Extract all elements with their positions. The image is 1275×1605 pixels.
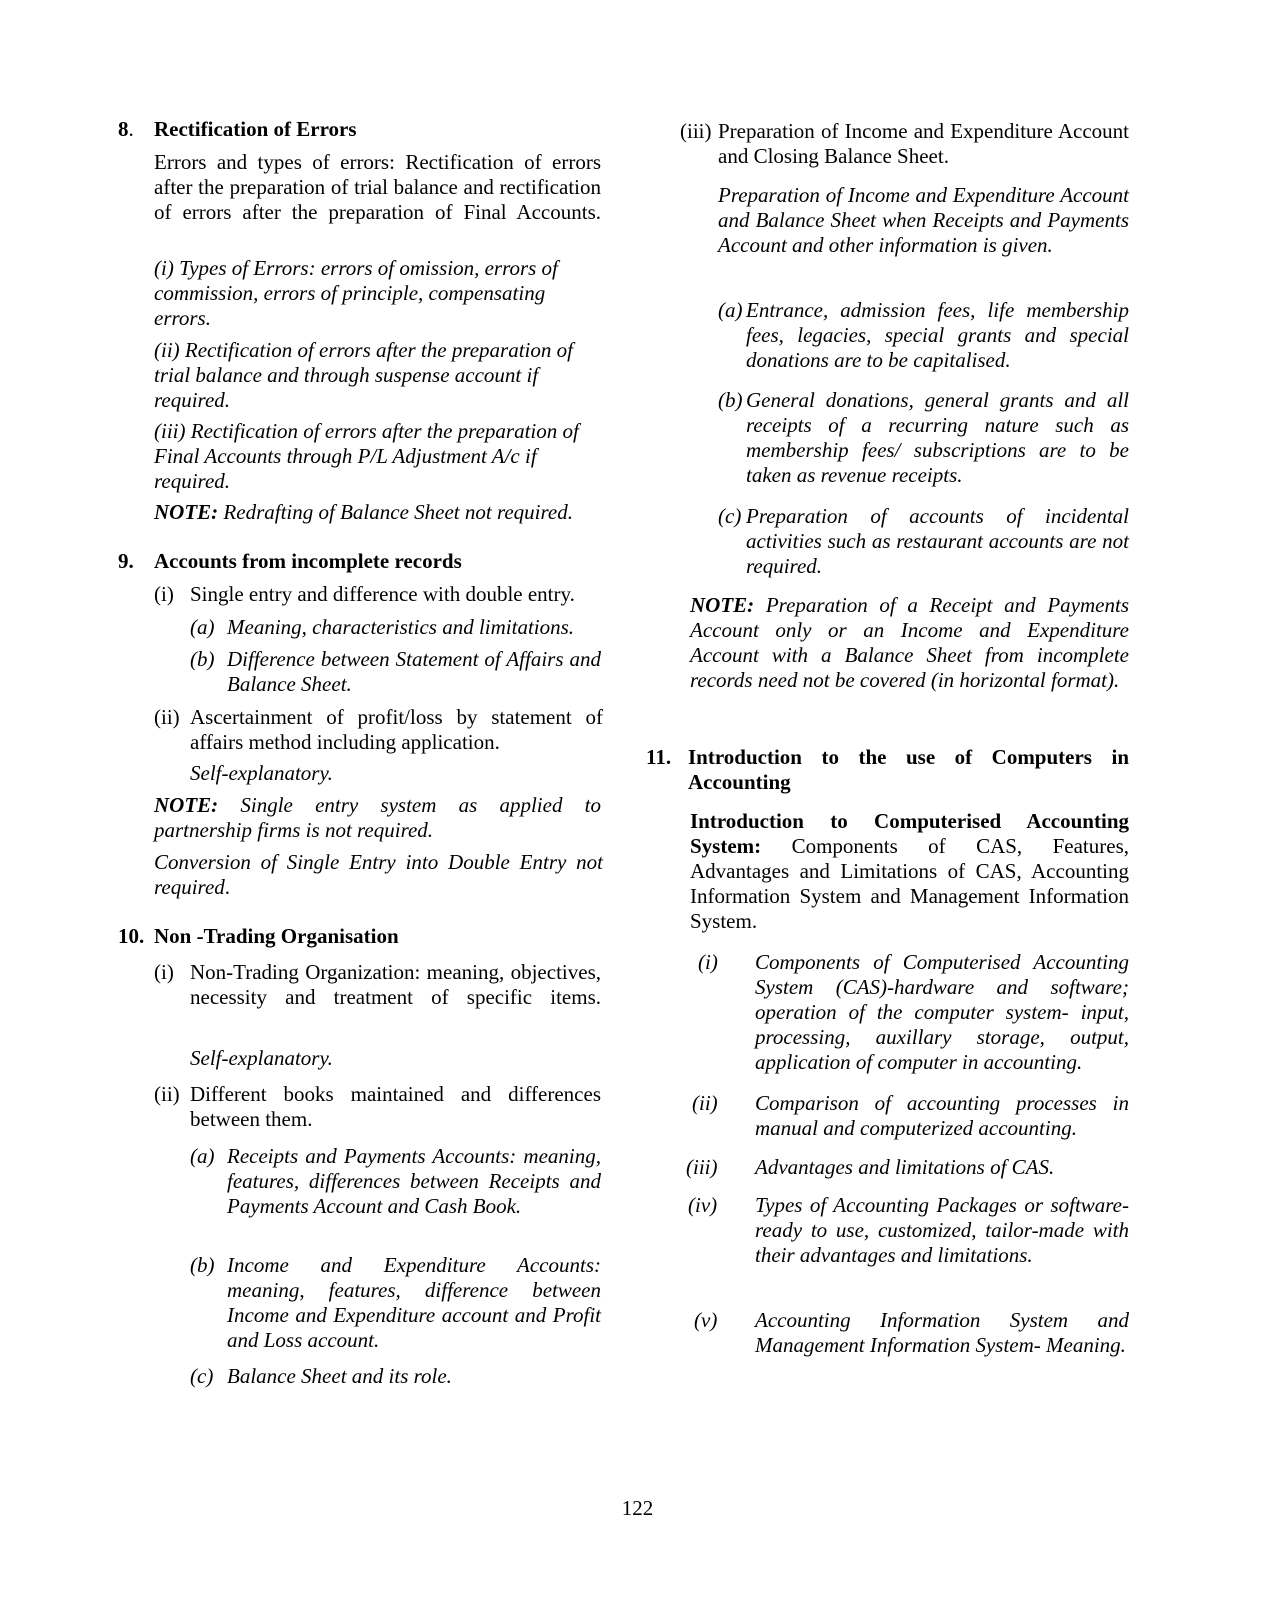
section-8-item-1 [154,256,601,331]
section-8-intro: Errors and types of errors: Rectification of errors after the preparation of trial balance and rectification of errors after the preparation of Final Accounts. [154,150,601,224]
conversion-text: Conversion of Single Entry into Double Entry not required [154,850,603,899]
section-8-note [154,500,614,525]
section-11-item-1-label: (i) [698,950,718,974]
section-10-iii-label: (iii) [680,119,712,143]
section-10-ii-label: (ii) [154,1082,180,1106]
section-11-item-4-label: (iv) [688,1193,718,1217]
section-11-item-1-text: Components of Computerised Accounting System (CAS)-hardware and software; operation of the computer system- input, processing, auxillary storage, output, application of computer in accounting. [755,950,1129,1074]
section-10-c-label: (c) [190,1364,214,1388]
section-8-title: Rectification of Errors [154,117,357,141]
section-10-title: Non -Trading Organisation [154,924,399,948]
section-10-a-text: Receipts and Payments Accounts: meaning, features, differences between Receipts and Payments Account and Cash Book. [227,1144,601,1218]
section-11-item-3-text: Advantages and limitations of CAS. [755,1155,1055,1179]
section-10-iii-description: Preparation of Income and Expenditure Account and Balance Sheet when Receipts and Payments Account and other information is given. [718,183,1129,257]
section-9-note [154,793,601,843]
conversion-dot: . [224,875,231,899]
note-label: NOTE: [690,593,755,617]
section-11-item-5-label: (v) [694,1308,718,1332]
section-10-c-text: Balance Sheet and its role. [227,1364,452,1388]
section-11-title: Introduction to the use of Computers in Accounting [688,745,1129,794]
section-8-number [118,117,134,142]
section-9-number: 9. [118,549,134,573]
section-11-item-3-label: (iii) [686,1155,718,1179]
section-10-self-explanatory: Self-explanatory. [190,1046,333,1070]
section-9-ii-text: Ascertainment of profit/loss by statement of affairs method including application. [190,705,603,754]
page-number: 122 [621,1496,654,1520]
section-9-i-label: (i) [154,582,174,606]
section-9-title: Accounts from incomplete records [154,549,462,573]
intro-text: Components of CAS, Features, Advantages and Limitations of CAS, Accounting Information System and Management Information System. [690,834,1129,933]
section-10-note [690,593,1129,693]
section-9-self-explanatory: Self-explanatory. [190,761,333,785]
item-label: (iii) [154,419,186,443]
note-label: NOTE: [154,793,219,817]
section-10-i-label: (i) [154,960,174,984]
section-8-item-3 [154,419,601,494]
section-10-iii-c-label: (c) [718,504,742,528]
section-11-item-2-text: Comparison of accounting processes in manual and computerized accounting. [755,1091,1129,1140]
section-11-item-2-label: (ii) [692,1091,718,1115]
item-text: Types of Errors: errors of omission, errors of commission, errors of principle, compensating errors. [154,256,558,330]
section-10-iii-b-label: (b) [718,388,743,412]
section-10-number: 10. [118,924,145,948]
item-label: (ii) [154,338,180,362]
section-11-intro [690,809,1129,934]
section-9-a-text: Meaning, characteristics and limitations. [227,615,575,639]
section-9-conversion [154,850,603,900]
section-9-i-text: Single entry and difference with double entry. [190,582,575,606]
item-label: (i) [154,256,174,280]
section-8-num: 8 [118,117,129,141]
note-text: Redrafting of Balance Sheet not required. [223,500,573,524]
section-10-b-label: (b) [190,1253,215,1277]
section-10-i-text: Non-Trading Organization: meaning, objectives, necessity and treatment of specific items. [190,960,601,1009]
section-8-dot: . [128,117,134,141]
section-10-iii-a-label: (a) [718,298,743,322]
note-text: Single entry system as applied to partnership firms is not required. [154,793,601,842]
note-label: NOTE: [154,500,219,524]
section-10-ii-text: Different books maintained and differences between them. [190,1082,601,1131]
item-text: Rectification of errors after the preparation of trial balance and through suspense account if required. [154,338,573,412]
section-10-iii-b-text: General donations, general grants and all receipts of a recurring nature such as membership fees/ subscriptions are to be taken as revenue receipts. [746,388,1129,487]
section-10-b-text: Income and Expenditure Accounts: meaning, features, difference between Income and Expenditure account and Profit and Loss account. [227,1253,601,1352]
section-10-iii-text: Preparation of Income and Expenditure Account and Closing Balance Sheet. [718,119,1129,168]
item-text: Rectification of errors after the preparation of Final Accounts through P/L Adjustment A/c if required. [154,419,579,493]
section-8-item-2 [154,338,601,413]
section-9-b-label: (b) [190,647,215,671]
section-11-item-4-text: Types of Accounting Packages or software- ready to use, customized, tailor-made with their advantages and limitations. [755,1193,1129,1267]
section-9-b-text: Difference between Statement of Affairs and Balance Sheet. [227,647,601,696]
intro-bold: Introduction to Computerised Accounting System: [690,809,1129,858]
section-10-iii-c-text: Preparation of accounts of incidental activities such as restaurant accounts are not required. [746,504,1129,578]
section-10-a-label: (a) [190,1144,215,1168]
section-11-item-5-text: Accounting Information System and Management Information System- Meaning. [755,1308,1129,1357]
section-9-ii-label: (ii) [154,705,180,729]
note-text: Preparation of a Receipt and Payments Account only or an Income and Expenditure Account with a Balance Sheet from incomplete records need not be covered (in horizontal format). [690,593,1129,692]
section-9-a-label: (a) [190,615,215,639]
section-10-iii-a-text: Entrance, admission fees, life membership fees, legacies, special grants and special donations are to be capitalised. [746,298,1129,372]
section-11-number: 11. [646,745,672,769]
